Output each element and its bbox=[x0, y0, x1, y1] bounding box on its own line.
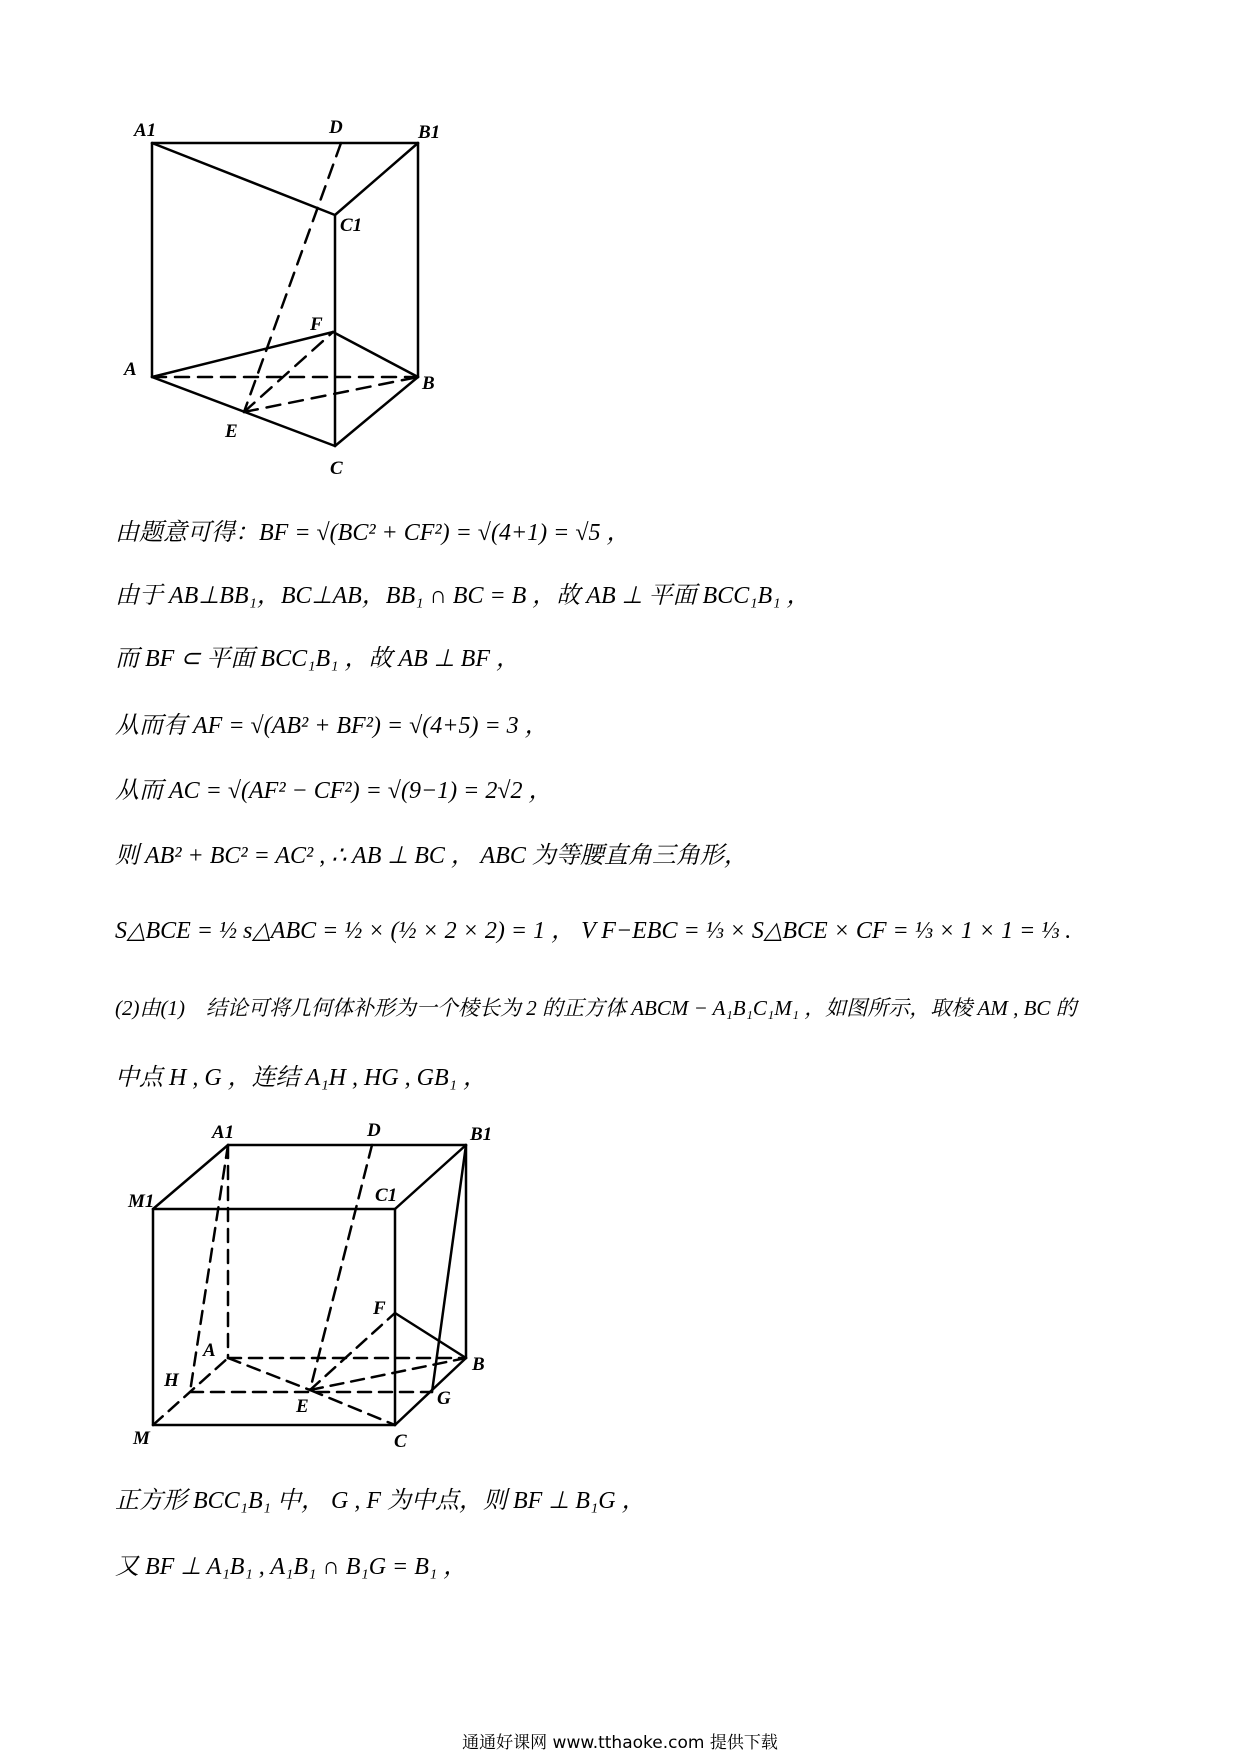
label-H: H bbox=[164, 1370, 179, 1391]
text-line-5: 从而 AC = √(AF² − CF²) = √(9−1) = 2√2 ， bbox=[115, 778, 553, 804]
label-A1: A1 bbox=[212, 1122, 235, 1143]
text-line-4: 从而有 AF = √(AB² + BF²) = √(4+5) = 3 ， bbox=[115, 713, 549, 739]
label-C: C bbox=[394, 1431, 407, 1452]
label-A: A bbox=[124, 359, 137, 380]
text-line-6: 则 AB² + BC² = AC² , ∴ AB ⊥ BC ， ABC 为等腰直角三角形， bbox=[115, 843, 748, 869]
text-line-9: 中点 H , G ，连结 A₁H , HG , GB₁ ， bbox=[115, 1065, 487, 1091]
label-E: E bbox=[225, 421, 238, 442]
label-C: C bbox=[330, 458, 343, 479]
label-E: E bbox=[296, 1396, 309, 1417]
label-A1: A1 bbox=[134, 120, 157, 141]
label-D: D bbox=[367, 1120, 381, 1141]
label-M: M bbox=[133, 1428, 150, 1449]
cube-figure bbox=[125, 1115, 505, 1455]
text-line-1: 由题意可得：BF = √(BC² + CF²) = √(4+1) = √5 ， bbox=[115, 520, 631, 546]
label-B1: B1 bbox=[418, 122, 441, 143]
text-line-2: 由于 AB⊥BB₁，BC⊥AB，BB₁ ∩ BC = B ，故 AB ⊥ 平面 BCC₁B₁ ， bbox=[115, 583, 811, 609]
label-A: A bbox=[203, 1340, 216, 1361]
label-G: G bbox=[437, 1388, 451, 1409]
text-line-7: S△BCE = ½ s△ABC = ½ × (½ × 2 × 2) = 1 ， V F−EBC = ⅓ × S△BCE × CF = ⅓ × 1 × 1 = ⅓ . bbox=[115, 918, 1072, 944]
label-M1: M1 bbox=[128, 1191, 155, 1212]
label-B: B bbox=[422, 373, 435, 394]
label-C1: C1 bbox=[340, 215, 363, 236]
label-F: F bbox=[310, 314, 323, 335]
label-B1: B1 bbox=[470, 1124, 493, 1145]
text-line-11: 又 BF ⊥ A₁B₁ , A₁B₁ ∩ B₁G = B₁ ， bbox=[115, 1554, 468, 1580]
label-C1: C1 bbox=[375, 1185, 398, 1206]
prism-figure bbox=[120, 105, 460, 485]
label-D: D bbox=[329, 117, 343, 138]
text-line-10: 正方形 BCC₁B₁ 中， G , F 为中点，则 BF ⊥ B₁G ， bbox=[115, 1488, 646, 1514]
label-F: F bbox=[373, 1298, 386, 1319]
label-B: B bbox=[472, 1354, 485, 1375]
text-line-8: (2)由(1) 结论可将几何体补形为一个棱长为 2 的正方体 ABCM − A₁B₁C₁M₁ ，如图所示，取棱 AM , BC 的 bbox=[115, 996, 1077, 1020]
footer-text: 通通好课网 www.tthaoke.com 提供下载 bbox=[462, 1733, 778, 1753]
text-line-3: 而 BF ⊂ 平面 BCC₁B₁ ，故 AB ⊥ BF ， bbox=[115, 646, 520, 672]
